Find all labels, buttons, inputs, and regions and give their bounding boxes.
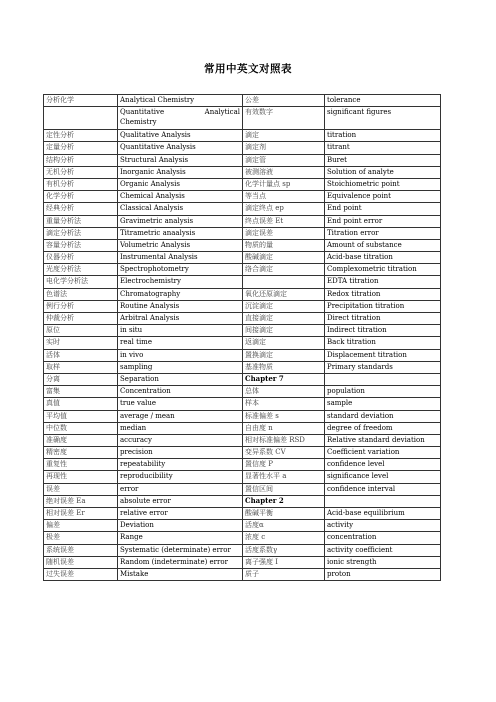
term-english-cell: Classical Analysis <box>118 203 243 215</box>
table-row <box>44 386 441 398</box>
term-chinese-cell: 误差 <box>44 483 118 495</box>
table-row <box>44 313 441 325</box>
term-chinese-cell: 定量分析 <box>44 142 118 154</box>
term-chinese-cell: 浓度 c <box>243 532 325 544</box>
term-chinese-cell: 活度α <box>243 520 325 532</box>
term-chinese-cell: 绝对误差 Ea <box>44 495 118 507</box>
term-english-cell <box>325 495 441 507</box>
term-english-cell: confidence level <box>325 459 441 471</box>
term-chinese-cell: 电化学分析法 <box>44 276 118 288</box>
table-row <box>44 325 441 337</box>
table-row <box>44 520 441 532</box>
term-english-cell: Primary standards <box>325 361 441 373</box>
term-chinese-cell: 富集 <box>44 386 118 398</box>
term-chinese-cell: 例行分析 <box>44 300 118 312</box>
term-chinese-cell: 离子强度 I <box>243 556 325 568</box>
term-chinese-cell: 自由度 n <box>243 422 325 434</box>
term-chinese-cell: 滴定 <box>243 130 325 142</box>
term-chinese-cell: 相对误差 Er <box>44 508 118 520</box>
term-chinese-cell: 等当点 <box>243 191 325 203</box>
term-english-cell: Titrametric anaalysis <box>118 227 243 239</box>
table-row <box>44 191 441 203</box>
term-english-cell: confidence interval <box>325 483 441 495</box>
table-row <box>44 107 441 130</box>
table-row <box>44 154 441 166</box>
page-title: 常用中英文对照表 <box>204 63 292 75</box>
term-chinese-cell: 化学计量点 sp <box>243 178 325 190</box>
term-english-cell: activity coefficient <box>325 544 441 556</box>
term-english-cell: Systematic (determinate) error <box>118 544 243 556</box>
term-chinese-cell: 准确度 <box>44 434 118 446</box>
term-chinese-cell: Chapter 7 <box>243 373 325 385</box>
table-row <box>44 252 441 264</box>
term-chinese-cell: 平均值 <box>44 410 118 422</box>
term-chinese-cell: 活体 <box>44 349 118 361</box>
table-row <box>44 459 441 471</box>
term-english-cell: Chromatography <box>118 288 243 300</box>
table-row <box>44 337 441 349</box>
term-chinese-cell: 滴定管 <box>243 154 325 166</box>
term-english-cell: Random (indeterminate) error <box>118 556 243 568</box>
term-chinese-cell: 样本 <box>243 398 325 410</box>
term-english-cell: Direct titration <box>325 313 441 325</box>
term-english-cell: Quantitative Analysis <box>118 142 243 154</box>
term-english-cell: Acid-base equilibrium <box>325 508 441 520</box>
term-english-cell: Titration error <box>325 227 441 239</box>
term-chinese-cell: 变异系数 CV <box>243 447 325 459</box>
table-row <box>44 495 441 507</box>
term-english-cell: Routine Analysis <box>118 300 243 312</box>
term-english-cell: Inorganic Analysis <box>118 166 243 178</box>
table-row <box>44 349 441 361</box>
table-row <box>44 471 441 483</box>
table-row <box>44 361 441 373</box>
term-english-cell: population <box>325 386 441 398</box>
term-english-cell: Structural Analysis <box>118 154 243 166</box>
term-english-cell: proton <box>325 568 441 580</box>
term-chinese-cell: 分离 <box>44 373 118 385</box>
term-chinese-cell: 化学分析 <box>44 191 118 203</box>
term-english-cell: precision <box>118 447 243 459</box>
term-chinese-cell: 重量分析法 <box>44 215 118 227</box>
term-chinese-cell: 实时 <box>44 337 118 349</box>
term-chinese-cell: 重复性 <box>44 459 118 471</box>
term-english-cell: in situ <box>118 325 243 337</box>
table-row <box>44 227 441 239</box>
term-chinese-cell: 过失误差 <box>44 568 118 580</box>
table-row <box>44 556 441 568</box>
table-row <box>44 434 441 446</box>
term-chinese-cell: 取样 <box>44 361 118 373</box>
term-chinese-cell: 酸碱平衡 <box>243 508 325 520</box>
table-row <box>44 95 441 107</box>
term-chinese-cell: Chapter 2 <box>243 495 325 507</box>
term-chinese-cell: 中位数 <box>44 422 118 434</box>
term-chinese-cell: 定性分析 <box>44 130 118 142</box>
table-row <box>44 373 441 385</box>
term-english-cell: End point error <box>325 215 441 227</box>
term-chinese-cell: 滴定分析法 <box>44 227 118 239</box>
term-english-cell: sampling <box>118 361 243 373</box>
table-row <box>44 264 441 276</box>
term-chinese-cell: 偏差 <box>44 520 118 532</box>
term-chinese-cell: 原位 <box>44 325 118 337</box>
term-english-cell <box>325 373 441 385</box>
glossary-table-body <box>44 95 441 581</box>
term-chinese-cell: 置信度 P <box>243 459 325 471</box>
term-english-cell: significance level <box>325 471 441 483</box>
term-chinese-cell: 置换滴定 <box>243 349 325 361</box>
term-english-cell: titration <box>325 130 441 142</box>
term-english-cell: Mistake <box>118 568 243 580</box>
term-english-cell: accuracy <box>118 434 243 446</box>
term-chinese-cell: 结构分析 <box>44 154 118 166</box>
term-english-cell: Deviation <box>118 520 243 532</box>
term-english-cell: repeatability <box>118 459 243 471</box>
table-row <box>44 166 441 178</box>
term-english-cell: in vivo <box>118 349 243 361</box>
term-english-cell: Indirect titration <box>325 325 441 337</box>
term-chinese-cell: 无机分析 <box>44 166 118 178</box>
term-english-cell: Range <box>118 532 243 544</box>
term-english-cell: average / mean <box>118 410 243 422</box>
term-chinese-cell: 经典分析 <box>44 203 118 215</box>
term-chinese-cell: 仲裁分析 <box>44 313 118 325</box>
term-chinese-cell: 总体 <box>243 386 325 398</box>
term-english-cell: tolerance <box>325 95 441 107</box>
term-chinese-cell: 显著性水平 a <box>243 471 325 483</box>
term-chinese-cell: 再现性 <box>44 471 118 483</box>
term-english-cell: ionic strength <box>325 556 441 568</box>
term-english-cell: Coefficient variation <box>325 447 441 459</box>
term-chinese-cell: 被测溶液 <box>243 166 325 178</box>
table-row <box>44 178 441 190</box>
term-chinese-cell: 直接滴定 <box>243 313 325 325</box>
term-english-cell: Acid-base titration <box>325 252 441 264</box>
table-row <box>44 568 441 580</box>
table-row <box>44 398 441 410</box>
term-chinese-cell: 间接滴定 <box>243 325 325 337</box>
term-english-cell: Spectrophotometry <box>118 264 243 276</box>
term-chinese-cell: 公差 <box>243 95 325 107</box>
term-english-cell: error <box>118 483 243 495</box>
term-chinese-cell: 返滴定 <box>243 337 325 349</box>
term-english-cell: Equivalence point <box>325 191 441 203</box>
term-chinese-cell: 酸碱滴定 <box>243 252 325 264</box>
glossary-table <box>43 94 441 581</box>
table-row <box>44 203 441 215</box>
term-english-cell: Quantitative Analytical Chemistry <box>118 107 243 130</box>
term-english-cell: absolute error <box>118 495 243 507</box>
term-english-cell: relative error <box>118 508 243 520</box>
term-chinese-cell: 置信区间 <box>243 483 325 495</box>
term-english-cell: Instrumental Analysis <box>118 252 243 264</box>
term-chinese-cell: 沉淀滴定 <box>243 300 325 312</box>
term-chinese-cell: 滴定终点 ep <box>243 203 325 215</box>
table-row <box>44 300 441 312</box>
table-row <box>44 483 441 495</box>
term-chinese-cell: 终点误差 Et <box>243 215 325 227</box>
term-chinese-cell: 光度分析法 <box>44 264 118 276</box>
table-row <box>44 508 441 520</box>
term-chinese-cell: 极差 <box>44 532 118 544</box>
term-chinese-cell: 物质的量 <box>243 239 325 251</box>
term-chinese-cell: 基准物质 <box>243 361 325 373</box>
term-english-cell: titrant <box>325 142 441 154</box>
term-chinese-cell: 氧化还原滴定 <box>243 288 325 300</box>
term-chinese-cell: 真值 <box>44 398 118 410</box>
term-english-cell: degree of freedom <box>325 422 441 434</box>
term-english-cell: standard deviation <box>325 410 441 422</box>
term-chinese-cell <box>243 276 325 288</box>
term-english-cell: Volumetric Analysis <box>118 239 243 251</box>
term-english-cell: Redox titration <box>325 288 441 300</box>
table-row <box>44 239 441 251</box>
term-english-cell: activity <box>325 520 441 532</box>
table-row <box>44 276 441 288</box>
term-english-cell: End point <box>325 203 441 215</box>
table-row <box>44 288 441 300</box>
term-chinese-cell: 随机误差 <box>44 556 118 568</box>
term-english-cell: Precipitation titration <box>325 300 441 312</box>
term-chinese-cell: 络合滴定 <box>243 264 325 276</box>
term-english-cell: Amount of substance <box>325 239 441 251</box>
term-chinese-cell: 仪器分析 <box>44 252 118 264</box>
term-chinese-cell: 活度系数γ <box>243 544 325 556</box>
term-english-cell: Qualitative Analysis <box>118 130 243 142</box>
table-row <box>44 447 441 459</box>
term-chinese-cell: 标准偏差 s <box>243 410 325 422</box>
term-chinese-cell: 容量分析法 <box>44 239 118 251</box>
term-chinese-cell: 滴定剂 <box>243 142 325 154</box>
table-row <box>44 532 441 544</box>
term-chinese-cell: 色谱法 <box>44 288 118 300</box>
term-chinese-cell: 有机分析 <box>44 178 118 190</box>
term-chinese-cell: 质子 <box>243 568 325 580</box>
term-english-cell: concentration <box>325 532 441 544</box>
term-chinese-cell: 系统误差 <box>44 544 118 556</box>
term-english-cell: Arbitral Analysis <box>118 313 243 325</box>
table-row <box>44 215 441 227</box>
term-english-cell: true value <box>118 398 243 410</box>
term-english-cell: EDTA titration <box>325 276 441 288</box>
term-english-cell: sample <box>325 398 441 410</box>
table-row <box>44 544 441 556</box>
table-row <box>44 142 441 154</box>
term-english-cell: Displacement titration <box>325 349 441 361</box>
term-english-cell: Electrochemistry <box>118 276 243 288</box>
term-english-cell: Solution of analyte <box>325 166 441 178</box>
term-english-cell: Concentration <box>118 386 243 398</box>
term-chinese-cell <box>44 107 118 130</box>
term-english-cell: Buret <box>325 154 441 166</box>
term-english-cell: median <box>118 422 243 434</box>
term-english-cell: Stoichiometric point <box>325 178 441 190</box>
term-english-cell: Analytical Chemistry <box>118 95 243 107</box>
term-chinese-cell: 滴定误差 <box>243 227 325 239</box>
term-english-cell: Gravimetric analysis <box>118 215 243 227</box>
term-chinese-cell: 精密度 <box>44 447 118 459</box>
term-english-cell: Organic Analysis <box>118 178 243 190</box>
term-english-cell: real time <box>118 337 243 349</box>
term-english-cell: Relative standard deviation <box>325 434 441 446</box>
term-english-cell: Back titration <box>325 337 441 349</box>
term-english-cell: Chemical Analysis <box>118 191 243 203</box>
term-english-cell: significant figures <box>325 107 441 130</box>
term-english-cell: reproducibility <box>118 471 243 483</box>
table-row <box>44 130 441 142</box>
term-chinese-cell: 分析化学 <box>44 95 118 107</box>
table-row <box>44 410 441 422</box>
term-english-cell: Separation <box>118 373 243 385</box>
term-chinese-cell: 相对标准偏差 RSD <box>243 434 325 446</box>
term-chinese-cell: 有效数字 <box>243 107 325 130</box>
term-english-cell: Complexometric titration <box>325 264 441 276</box>
table-row <box>44 422 441 434</box>
